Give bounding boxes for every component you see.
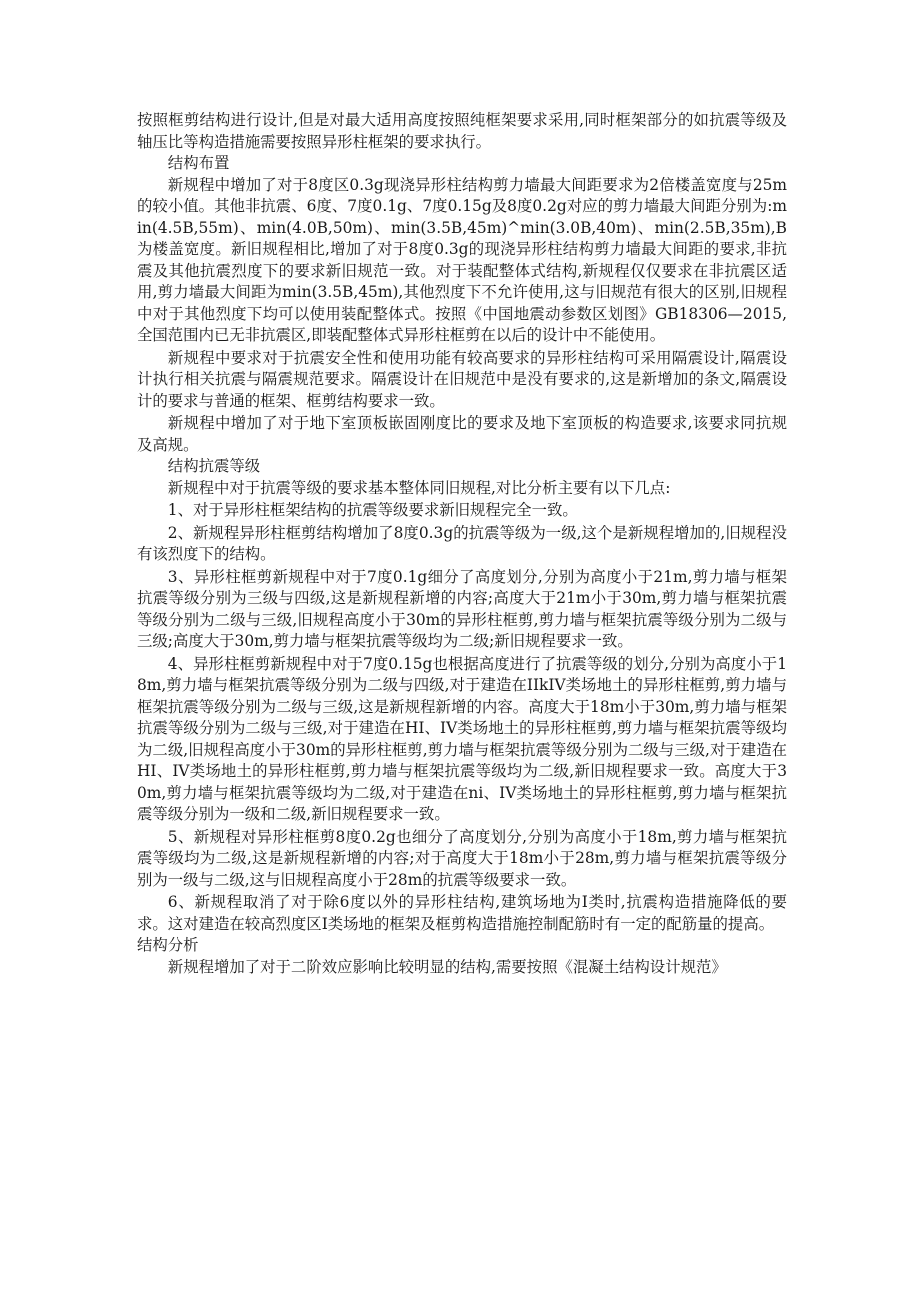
list-item-2: 2、新规程异形柱框剪结构增加了8度0.3g的抗震等级为一级,这个是新规程增加的,旧规程没有该烈度下的结构。 [137, 523, 787, 563]
list-item-3: 3、异形柱框剪新规程中对于7度0.1g细分了高度划分,分别为高度小于21m,剪力墙与框架抗震等级分别为三级与四级,这是新规程新增的内容;高度大于21m小于30m,剪力墙与框架抗震等级分别为二级与三级,旧规程高度小于30m的异形柱框剪,剪力墙与框架抗震等级分别为二级与三级;高度大于30m,剪力墙与框架抗震等级均为二级;新旧规程要求一致。 [137, 567, 787, 650]
list-item-4: 4、异形柱框剪新规程中对于7度0.15g也根据高度进行了抗震等级的划分,分别为高度小于18m,剪力墙与框架抗震等级分别为二级与四级,对于建造在IIkIV类场地土的异形柱框剪,剪力墙与框架抗震等级分别为二级与三级,这是新规程新增的内容。高度大于18m小于30m,剪力墙与框架抗震等级分别为二级与三级,对于建造在HI、IV类场地土的异形柱框剪,剪力墙与框架抗震等级均为二级,旧规程高度小于30m的异形柱框剪,剪力墙与框架抗震等级分别为二级与三级,对于建造在HI、IV类场地土的异形柱框剪,剪力墙与框架抗震等级均为二级,新旧规程要求一致。高度大于30m,剪力墙与框架抗震等级均为二级,对于建造在ni、IV类场地土的异形柱框剪,剪力墙与框架抗震等级分别为一级和二级,新旧规程要求一致。 [137, 654, 787, 823]
paragraph-seismic-intro: 新规程中对于抗震等级的要求基本整体同旧规程,对比分析主要有以下几点: [167, 478, 671, 497]
section-heading-seismic-grade: 结构抗震等级 [167, 457, 261, 475]
list-item-1: 1、对于异形柱框架结构的抗震等级要求新旧规程完全一致。 [167, 501, 578, 519]
paragraph-isolation-design: 新规程中要求对于抗震安全性和使用功能有较高要求的异形柱结构可采用隔震设计,隔震设计执行相关抗震与隔震规范要求。隔震设计在旧规范中是没有要求的,这是新增加的条文,隔震设计的要求与普通的框架、框剪结构要求一致。 [137, 348, 787, 410]
section-heading-layout: 结构布置 [167, 154, 230, 172]
section-heading-analysis: 结构分析 [137, 936, 199, 954]
list-item-6: 6、新规程取消了对于除6度以外的异形柱结构,建筑场地为I类时,抗震构造措施降低的要求。这对建造在较高烈度区I类场地的框架及框剪构造措施控制配筋时有一定的配筋量的提高。 [137, 893, 787, 933]
paragraph-second-order-effect: 新规程增加了对于二阶效应影响比较明显的结构,需要按照《混凝土结构设计规范》 [167, 957, 727, 976]
paragraph-continuation: 按照框剪结构进行设计,但是对最大适用高度按照纯框架要求采用,同时框架部分的如抗震等级及轴压比等构造措施需要按照异形柱框架的要求执行。 [137, 111, 787, 151]
document-body [137, 110, 787, 978]
paragraph-shear-wall-spacing: 新规程中增加了对于8度区0.3g现浇异形柱结构剪力墙最大间距要求为2倍楼盖宽度与25m的较小值。其他非抗震、6度、7度0.1g、7度0.15g及8度0.2g对应的剪力墙最大间距分别为:min(4.5B,55m)、min(4.0B,50m)、min(3.5B,45m)^min(3.0B,40m)、min(2.5B,35m),B为楼盖宽度。新旧规程相比,增加了对于8度0.3g的现浇异形柱结构剪力墙最大间距的要求,非抗震及其他抗震烈度下的要求新旧规范一致。对于装配整体式结构,新规程仅仅要求在非抗震区适用,剪力墙最大间距为min(3.5B,45m),其他烈度下不允许使用,这与旧规范有很大的区别,旧规程中对于其他烈度下均可以使用装配整体式。按照《中国地震动参数区划图》GB18306—2015,全国范围内已无非抗震区,即装配整体式异形柱框剪在以后的设计中不能使用。 [137, 175, 787, 344]
paragraph-basement-roof: 新规程中增加了对于地下室顶板嵌固刚度比的要求及地下室顶板的构造要求,该要求同抗规及高规。 [137, 414, 787, 454]
list-item-5: 5、新规程对异形柱框剪8度0.2g也细分了高度划分,分别为高度小于18m,剪力墙与框架抗震等级均为二级,这是新规程新增的内容;对于高度大于18m小于28m,剪力墙与框架抗震等级分别为一级与二级,这与旧规程高度小于28m的抗震等级要求一致。 [137, 827, 787, 889]
